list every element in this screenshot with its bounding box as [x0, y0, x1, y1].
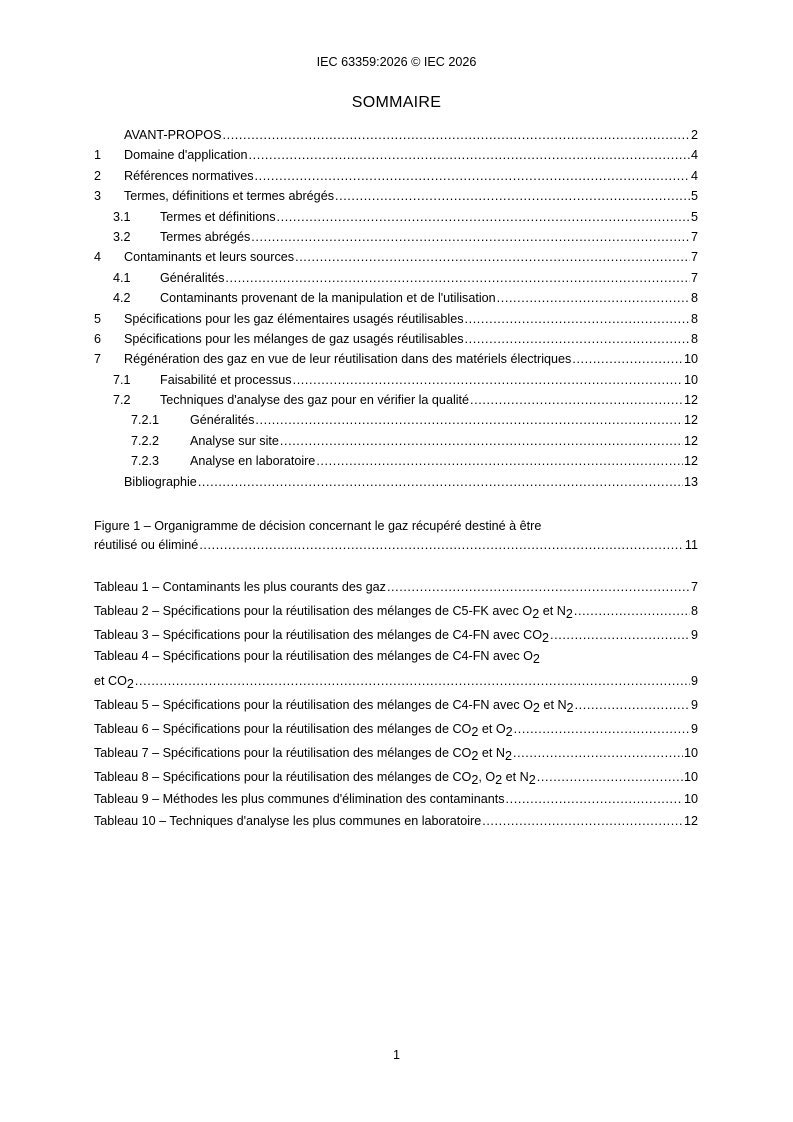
page-number-ref: 12: [683, 814, 698, 828]
table-entry[interactable]: [94, 811, 698, 833]
page-number-ref: 5: [690, 189, 698, 204]
dot-leader: [225, 268, 690, 288]
toc-entry[interactable]: [94, 451, 698, 471]
subscript: 2: [471, 725, 479, 739]
entry-title: [124, 186, 334, 206]
subscript: 2: [542, 631, 550, 645]
title-text: Spécifications pour les gaz élémentaires usagés réutilisables: [124, 311, 464, 326]
figure-entry[interactable]: [94, 535, 698, 555]
dot-leader: [198, 472, 683, 492]
title-text: Tableau 2 – Spécifications pour la réutilisation des mélanges de C5-FK avec O: [94, 604, 533, 618]
subscript: 2: [495, 773, 503, 787]
page-number-ref: 10: [683, 792, 698, 806]
entry-title: [160, 370, 292, 390]
dot-leader: [387, 577, 690, 597]
table-entry[interactable]: [94, 577, 698, 599]
title-text: Tableau 4 – Spécifications pour la réutilisation des mélanges de C4-FN avec O: [94, 649, 533, 663]
entry-title: [124, 329, 464, 349]
title-text: Spécifications pour les mélanges de gaz usagés réutilisables: [124, 331, 464, 346]
subscript: 2: [566, 701, 574, 715]
entry-title: [94, 577, 386, 597]
title-text: et O: [478, 722, 506, 736]
page-number-ref: 9: [690, 698, 698, 712]
dot-leader: [514, 717, 690, 741]
title-text: Tableau 1 – Contaminants les plus courants des gaz: [94, 580, 386, 594]
section-number: 7.2.1: [131, 413, 160, 428]
page-number-ref: 8: [690, 291, 698, 306]
table-entry[interactable]: [94, 741, 698, 765]
page-number-ref: 7: [690, 250, 698, 265]
dot-leader: [506, 789, 683, 809]
entry-title: [124, 309, 464, 329]
dot-leader: [550, 623, 690, 647]
section-number: 7.2: [113, 393, 131, 408]
page-number-ref: 10: [683, 352, 698, 367]
toc-entry[interactable]: [94, 370, 698, 390]
title-text: Tableau 8 – Spécifications pour la réutilisation des mélanges de CO: [94, 770, 472, 784]
page-number-ref: 12: [683, 454, 698, 469]
subscript: 2: [532, 701, 540, 715]
dot-leader: [513, 741, 683, 765]
dot-leader: [574, 599, 690, 623]
dot-leader: [277, 207, 690, 227]
page-number-ref: 8: [690, 311, 698, 326]
title-text: Analyse sur site: [190, 433, 279, 448]
section-number: 7.2.3: [131, 454, 160, 469]
entry-title: [160, 268, 224, 288]
dot-leader: [335, 186, 690, 206]
dot-leader: [295, 247, 690, 267]
toc-entry[interactable]: [94, 247, 698, 267]
section-number: 2: [94, 168, 102, 183]
section-number: 5: [94, 311, 102, 326]
section-number: 4: [94, 250, 102, 265]
list-of-tables: [94, 577, 698, 833]
title-text: et N: [539, 604, 566, 618]
table-entry[interactable]: [94, 765, 698, 789]
page-number-ref: 4: [690, 148, 698, 163]
entry-title: [124, 125, 222, 145]
toc-entry[interactable]: [94, 431, 698, 451]
dot-leader: [465, 329, 690, 349]
page-number-ref: 7: [690, 270, 698, 285]
table-of-contents: [94, 125, 698, 492]
section-number: 1: [94, 148, 102, 163]
page-title: SOMMAIRE: [351, 94, 442, 111]
page-number-ref: 10: [683, 372, 698, 387]
entry-title: [124, 472, 197, 492]
title-text: Généralités: [160, 270, 225, 285]
entry-title: [94, 647, 540, 665]
section-number: 6: [94, 331, 102, 346]
table-entry[interactable]: [94, 693, 698, 717]
dot-leader: [497, 288, 690, 308]
title-text: et CO: [94, 674, 127, 688]
title-text: Contaminants et leurs sources: [124, 250, 295, 265]
entry-title: [124, 247, 294, 267]
table-entry[interactable]: [94, 669, 698, 693]
dot-leader: [316, 451, 683, 471]
entry-title: [94, 669, 134, 693]
page-number-ref: 12: [683, 433, 698, 448]
entry-title: [94, 535, 198, 555]
subscript: 2: [126, 677, 134, 691]
page-number-ref: 7: [690, 580, 698, 594]
subscript: 2: [532, 607, 540, 621]
title-text: Références normatives: [124, 168, 254, 183]
page-number-ref: 5: [690, 209, 698, 224]
title-text: Faisabilité et processus: [160, 372, 292, 387]
page-number-ref: 10: [683, 770, 698, 784]
entry-title: [190, 410, 254, 430]
page-number-ref: 8: [690, 604, 698, 618]
dot-leader: [199, 535, 684, 555]
entry-title: [94, 599, 573, 623]
dot-leader: [280, 431, 683, 451]
entry-title: [160, 390, 469, 410]
title-text: et N: [478, 746, 505, 760]
entry-title: [124, 166, 254, 186]
table-entry[interactable]: [94, 717, 698, 741]
title-text: Bibliographie: [124, 474, 197, 489]
dot-leader: [537, 765, 683, 789]
subscript: 2: [471, 749, 479, 763]
toc-entry[interactable]: [94, 410, 698, 430]
dot-leader: [482, 811, 683, 831]
table-entry[interactable]: [94, 623, 698, 647]
section-number: 7.1: [113, 372, 131, 387]
toc-entry[interactable]: [94, 472, 698, 492]
document-header: IEC 63359:2026 © IEC 2026: [316, 55, 477, 69]
entry-title: [160, 227, 250, 247]
entry-title: [94, 623, 549, 647]
toc-entry[interactable]: [94, 186, 698, 206]
subscript: 2: [504, 749, 512, 763]
toc-entry[interactable]: [94, 125, 698, 145]
entry-title: [94, 789, 505, 809]
page-number-ref: 13: [683, 474, 698, 489]
entry-title: [94, 811, 481, 831]
toc-entry[interactable]: [94, 268, 698, 288]
title-text: Termes, définitions et termes abrégés: [124, 189, 334, 204]
page-number: 1: [392, 1048, 400, 1062]
toc-entry[interactable]: [94, 349, 698, 369]
page-number-ref: 12: [683, 413, 698, 428]
title-text: Techniques d'analyse des gaz pour en vérifier la qualité: [160, 393, 470, 408]
title-text: Régénération des gaz en vue de leur réutilisation dans des matériels électriques: [124, 352, 572, 367]
entry-title: [124, 349, 571, 369]
toc-entry[interactable]: [94, 288, 698, 308]
title-text: Figure 1 – Organigramme de décision concernant le gaz récupéré destiné à être: [94, 519, 542, 533]
dot-leader: [255, 410, 683, 430]
entry-title: [124, 145, 248, 165]
page-number-ref: 11: [684, 538, 698, 552]
title-text: réutilisé ou éliminé: [94, 538, 199, 552]
page-number-ref: 8: [690, 331, 698, 346]
table-entry[interactable]: [94, 599, 698, 623]
page-number-ref: 7: [690, 229, 698, 244]
dot-leader: [465, 309, 690, 329]
title-text: Contaminants provenant de la manipulation et de l'utilisation: [160, 291, 496, 306]
title-text: AVANT-PROPOS: [124, 128, 222, 142]
subscript: 2: [471, 773, 479, 787]
section-number: 3.2: [113, 229, 131, 244]
dot-leader: [572, 349, 683, 369]
title-text: et N: [502, 770, 529, 784]
toc-entry[interactable]: [94, 207, 698, 227]
title-text: Analyse en laboratoire: [190, 454, 316, 469]
page-number-ref: 4: [690, 168, 698, 183]
title-text: , O: [478, 770, 496, 784]
section-number: 4.1: [113, 270, 131, 285]
dot-leader: [575, 693, 690, 717]
page-number-ref: 9: [690, 628, 698, 642]
entry-title: [160, 288, 496, 308]
section-number: 7.2.2: [131, 433, 160, 448]
subscript: 2: [532, 652, 540, 666]
title-text: Tableau 6 – Spécifications pour la réutilisation des mélanges de CO: [94, 722, 472, 736]
title-text: Généralités: [190, 413, 255, 428]
table-entry[interactable]: [94, 789, 698, 811]
entry-title: [190, 431, 279, 451]
entry-title: [94, 693, 574, 717]
dot-leader: [255, 166, 690, 186]
table-entry-line[interactable]: [94, 647, 698, 669]
title-text: Termes abrégés: [160, 229, 251, 244]
toc-entry[interactable]: [94, 145, 698, 165]
entry-title: [94, 717, 513, 741]
dot-leader: [249, 145, 690, 165]
page-number-ref: 9: [690, 674, 698, 688]
title-text: Tableau 3 – Spécifications pour la réutilisation des mélanges de C4-FN avec CO: [94, 628, 543, 642]
toc-entry[interactable]: [94, 390, 698, 410]
page-number-ref: 10: [683, 746, 698, 760]
page-number-ref: 2: [690, 128, 698, 142]
entry-title: [160, 207, 276, 227]
page-number-ref: 9: [690, 722, 698, 736]
dot-leader: [251, 227, 690, 247]
subscript: 2: [505, 725, 513, 739]
title-text: Termes et définitions: [160, 209, 276, 224]
entry-title: [94, 517, 541, 535]
title-text: Tableau 5 – Spécifications pour la réutilisation des mélanges de C4-FN avec O: [94, 698, 533, 712]
dot-leader: [135, 669, 690, 693]
toc-entry[interactable]: [94, 227, 698, 247]
dot-leader: [470, 390, 683, 410]
toc-entry[interactable]: [94, 329, 698, 349]
dot-leader: [293, 370, 683, 390]
page-number-ref: 12: [683, 393, 698, 408]
list-of-figures: [94, 517, 698, 555]
title-text: Tableau 7 – Spécifications pour la réutilisation des mélanges de CO: [94, 746, 472, 760]
entry-title: [190, 451, 315, 471]
toc-entry[interactable]: [94, 166, 698, 186]
title-text: Tableau 9 – Méthodes les plus communes d'élimination des contaminants: [94, 792, 505, 806]
dot-leader: [223, 125, 690, 145]
section-number: 3.1: [113, 209, 131, 224]
entry-title: [94, 741, 512, 765]
title-text: Tableau 10 – Techniques d'analyse les plus communes en laboratoire: [94, 814, 482, 828]
title-text: et N: [539, 698, 567, 712]
title-text: Domaine d'application: [124, 148, 248, 163]
toc-entry[interactable]: [94, 309, 698, 329]
section-number: 4.2: [113, 291, 131, 306]
subscript: 2: [528, 773, 536, 787]
entry-title: [94, 765, 536, 789]
section-number: 7: [94, 352, 102, 367]
figure-entry-line[interactable]: [94, 517, 698, 535]
subscript: 2: [565, 607, 573, 621]
section-number: 3: [94, 189, 102, 204]
